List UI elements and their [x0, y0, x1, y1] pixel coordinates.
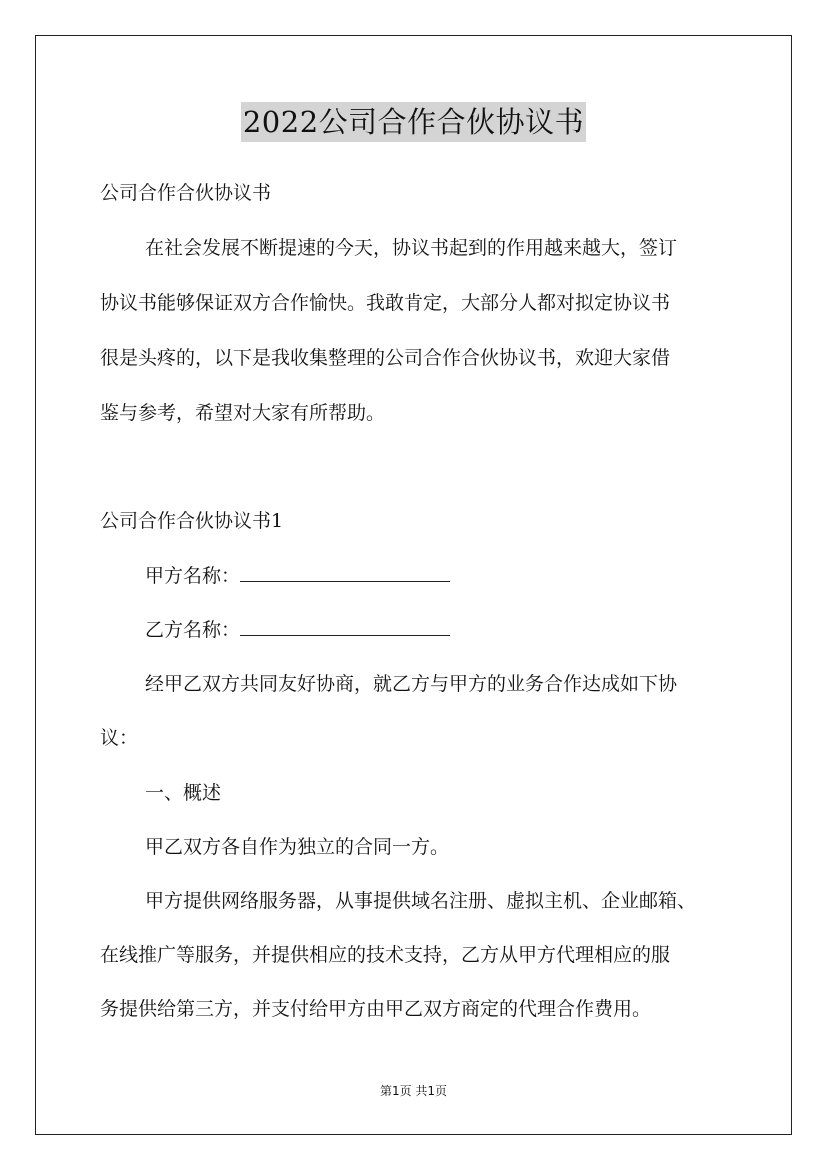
section-heading: 公司合作合伙协议书1: [100, 510, 284, 532]
document-title: 2022公司合作合伙协议书: [241, 102, 586, 142]
page-footer: 第1页 共1页: [379, 1084, 448, 1098]
clause-1-detail-line-1: 甲方提供网络服务器，从事提供域名注册、虚拟主机、企业邮箱、: [145, 890, 697, 912]
intro-line-4: 鉴与参考，希望对大家有所帮助。: [100, 402, 386, 424]
clause-1-detail-line-3: 务提供给第三方，并支付给甲方由甲乙双方商定的代理合作费用。: [100, 998, 652, 1020]
clause-1-detail-line-2: 在线推广等服务，并提供相应的技术支持，乙方从甲方代理相应的服: [100, 944, 671, 966]
intro-line-2: 协议书能够保证双方合作愉快。我敢肯定，大部分人都对拟定协议书: [100, 292, 671, 314]
party-b-label: 乙方名称：: [145, 619, 241, 641]
document-subtitle: 公司合作合伙协议书: [100, 182, 272, 204]
party-a-label: 甲方名称：: [145, 565, 241, 587]
intro-line-1: 在社会发展不断提速的今天，协议书起到的作用越来越大，签订: [145, 237, 678, 259]
clause-1-text: 甲乙双方各自作为独立的合同一方。: [145, 836, 450, 858]
title-container: [0, 102, 827, 142]
party-b-blank: [240, 618, 450, 636]
agreement-line-1: 经甲乙双方共同友好协商，就乙方与甲方的业务合作达成如下协: [145, 673, 678, 695]
intro-line-3: 很是头疼的，以下是我收集整理的公司合作合伙协议书，欢迎大家借: [100, 347, 671, 369]
agreement-line-2: 议：: [100, 727, 139, 749]
party-a-row: [145, 563, 785, 589]
party-b-row: [145, 617, 785, 643]
party-a-blank: [240, 564, 450, 582]
clause-1-heading: 一、概述: [145, 782, 222, 804]
